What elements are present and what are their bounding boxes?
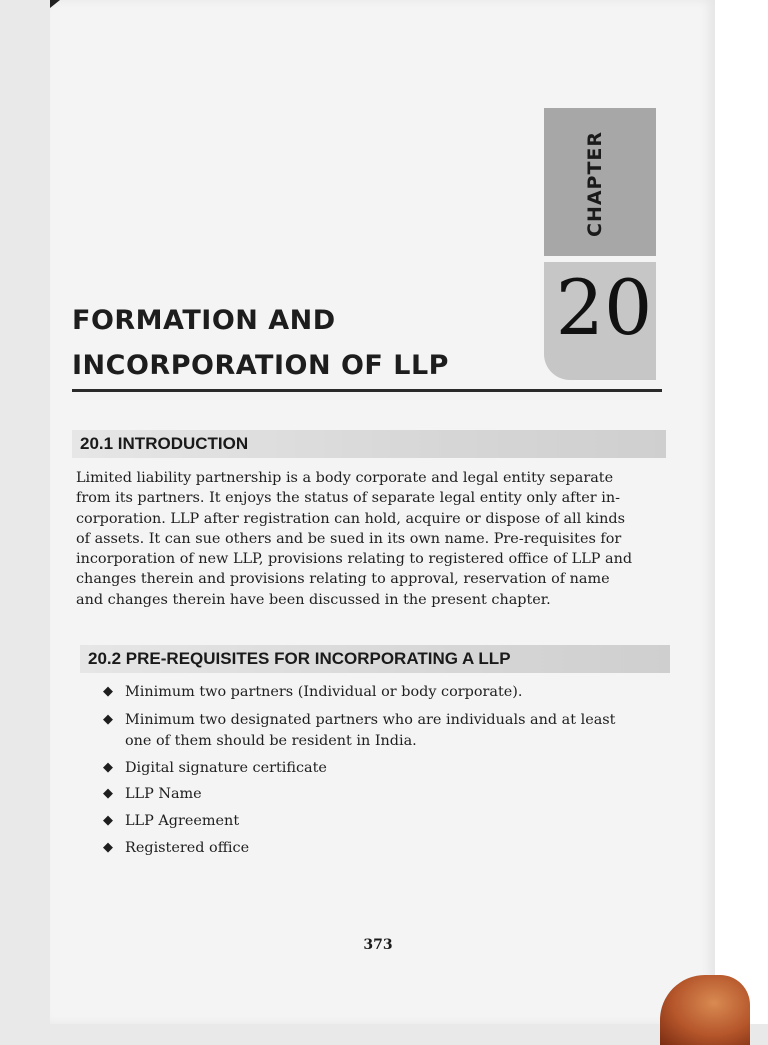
section-heading-prerequisites: 20.2 PRE-REQUISITES FOR INCORPORATING A LLP	[80, 645, 670, 673]
list-item-text: Minimum two designated partners who are individuals and at least	[125, 712, 616, 728]
list-item-text: one of them should be resident in India.	[125, 733, 417, 749]
corner-mark	[50, 0, 60, 8]
diamond-bullet-icon: ◆	[103, 840, 113, 855]
paragraph-line: changes therein and provisions relating to approval, reservation of name	[76, 571, 610, 588]
paragraph-line: from its partners. It enjoys the status of separate legal entity only after in-	[76, 490, 620, 507]
paragraph-line: incorporation of new LLP, provisions relating to registered office of LLP and	[76, 551, 633, 568]
introduction-paragraph	[76, 468, 670, 610]
diamond-bullet-icon: ◆	[103, 760, 113, 775]
paragraph-line: and changes therein have been discussed in the present chapter.	[76, 591, 551, 608]
chapter-title	[72, 298, 542, 388]
chapter-number: 20	[555, 263, 653, 352]
page-margin	[715, 0, 768, 1024]
diamond-bullet-icon: ◆	[103, 786, 113, 801]
diamond-bullet-icon: ◆	[103, 813, 113, 828]
title-divider	[72, 389, 662, 392]
list-item-text: LLP Name	[125, 786, 202, 802]
section-heading-introduction: 20.1 INTRODUCTION	[72, 430, 666, 458]
list-item-text: Registered office	[125, 840, 250, 856]
list-item-text: Minimum two partners (Individual or body corporate).	[125, 684, 523, 700]
chapter-title-line-2: INCORPORATION OF LLP	[72, 350, 449, 381]
list-item-text: Digital signature certificate	[125, 760, 327, 776]
chapter-title-line-1: FORMATION AND	[72, 305, 336, 336]
list-item-text: LLP Agreement	[125, 813, 240, 829]
paragraph-line: of assets. It can sue others and be sued in its own name. Pre-requisites for	[76, 530, 622, 547]
paragraph-line: corporation. LLP after registration can hold, acquire or dispose of all kinds	[76, 510, 626, 527]
paragraph-line: Limited liability partnership is a body corporate and legal entity separate	[76, 470, 614, 486]
chapter-tab	[544, 108, 656, 380]
page-number: 373	[363, 937, 393, 953]
chapter-label: CHAPTER	[584, 130, 606, 238]
diamond-bullet-icon: ◆	[103, 684, 113, 699]
diamond-bullet-icon: ◆	[103, 712, 113, 727]
